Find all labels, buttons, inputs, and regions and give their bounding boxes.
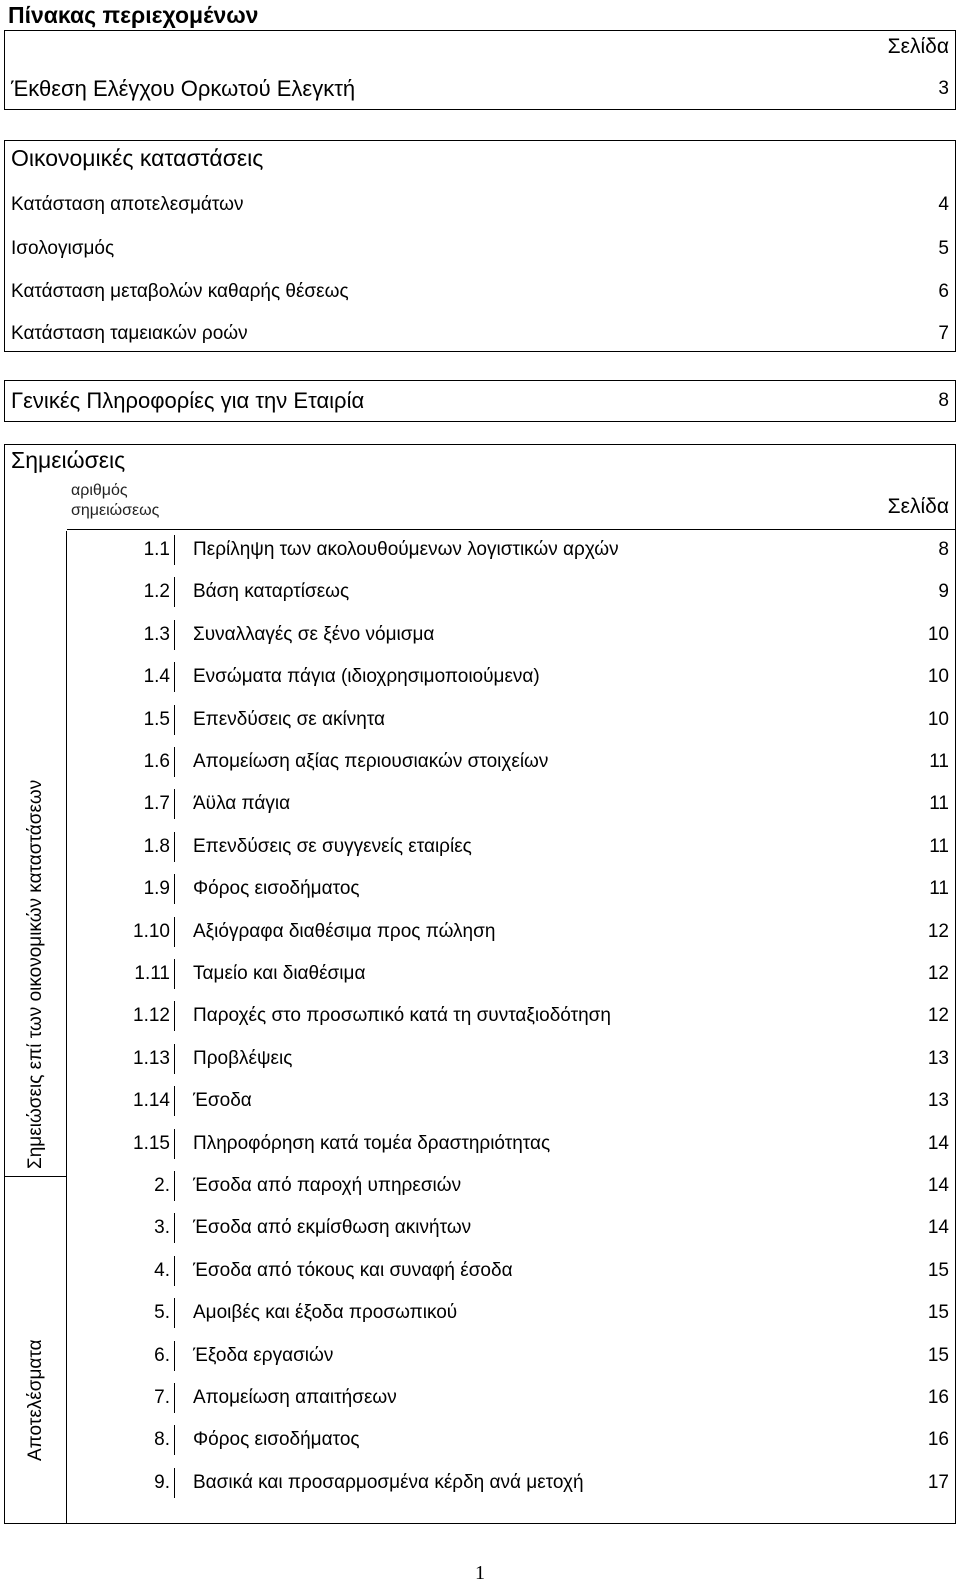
note-title: Φόρος εισοδήματος — [193, 1429, 360, 1451]
general-box[interactable] — [4, 380, 956, 422]
note-row[interactable] — [5, 1341, 955, 1371]
toc-row-label: Ισολογισμός — [11, 238, 115, 259]
page-title: Πίνακας περιεχομένων — [8, 2, 259, 28]
note-page: 14 — [927, 1175, 949, 1196]
note-number: 8. — [80, 1425, 175, 1455]
notes-box — [4, 444, 956, 1524]
note-page: 12 — [927, 963, 949, 984]
note-page: 12 — [927, 1005, 949, 1027]
note-row[interactable] — [5, 1086, 955, 1116]
note-page: 10 — [927, 708, 949, 730]
note-row[interactable] — [5, 1044, 955, 1074]
toc-row-label: Γενικές Πληροφορίες για την Εταιρία — [11, 388, 365, 413]
toc-row[interactable] — [5, 278, 955, 306]
note-title: Έσοδα από παροχή υπηρεσιών — [193, 1175, 462, 1196]
toc-row-page: 5 — [938, 238, 949, 259]
note-number: 9. — [80, 1468, 175, 1498]
note-page: 8 — [938, 539, 949, 560]
note-row[interactable] — [5, 1213, 955, 1243]
note-number: 1.4 — [80, 662, 175, 692]
note-row[interactable] — [5, 705, 955, 735]
note-page: 17 — [927, 1471, 949, 1493]
note-title: Αξιόγραφα διαθέσιμα προς πώληση — [193, 920, 496, 942]
note-page: 12 — [927, 920, 949, 942]
note-page: 15 — [927, 1302, 949, 1324]
note-row[interactable] — [5, 832, 955, 862]
note-number: 5. — [80, 1298, 175, 1328]
note-row[interactable] — [5, 1129, 955, 1159]
note-title: Πληροφόρηση κατά τομέα δραστηριότητας — [193, 1132, 551, 1154]
note-page: 13 — [927, 1090, 949, 1112]
note-title: Άϋλα πάγια — [193, 793, 291, 815]
note-title: Συναλλαγές σε ξένο νόμισμα — [193, 623, 435, 645]
toc-row-page: 3 — [938, 78, 949, 99]
note-number: 1.13 — [80, 1044, 175, 1074]
note-page: 10 — [927, 666, 949, 688]
note-page: 11 — [929, 878, 949, 900]
note-number: 1.9 — [80, 874, 175, 904]
note-title: Απομείωση απαιτήσεων — [193, 1387, 397, 1408]
note-page: 13 — [927, 1047, 949, 1069]
page-column-header: Σελίδα — [887, 495, 949, 518]
note-title: Βάση καταρτίσεως — [193, 581, 350, 603]
note-number: 3. — [80, 1213, 175, 1243]
note-number: 1.10 — [80, 917, 175, 947]
note-title: Περίληψη των ακολουθούμενων λογιστικών αρχών — [193, 539, 619, 560]
toc-row[interactable] — [5, 75, 955, 103]
statements-box — [4, 140, 956, 352]
toc-row-label: Κατάσταση αποτελεσμάτων — [11, 194, 244, 215]
note-title: Φόρος εισοδήματος — [193, 878, 360, 900]
note-page: 15 — [927, 1259, 949, 1281]
notes-group-2-label: Αποτελέσματα — [25, 1339, 46, 1461]
note-row[interactable] — [5, 959, 955, 989]
note-title: Έσοδα από εκμίσθωση ακινήτων — [193, 1217, 472, 1239]
note-title: Έξοδα εργασιών — [193, 1344, 334, 1366]
note-page: 16 — [927, 1387, 949, 1408]
note-title: Επενδύσεις σε συγγενείς εταιρίες — [193, 835, 472, 857]
note-page: 11 — [929, 751, 949, 772]
toc-row-page: 6 — [938, 281, 949, 302]
note-page: 10 — [927, 623, 949, 645]
toc-row[interactable] — [5, 387, 955, 415]
note-number: 1.3 — [80, 620, 175, 650]
note-number: 2. — [80, 1171, 175, 1201]
note-title: Προβλέψεις — [193, 1047, 293, 1069]
note-number-header: αριθμός σημειώσεως — [71, 482, 160, 519]
note-row[interactable] — [5, 1256, 955, 1286]
note-number: 6. — [80, 1341, 175, 1371]
note-number: 1.15 — [80, 1129, 175, 1159]
note-page: 11 — [929, 793, 949, 815]
note-number: 1.7 — [80, 789, 175, 819]
note-row[interactable] — [5, 1171, 955, 1201]
note-row[interactable] — [5, 1298, 955, 1328]
note-title: Βασικά και προσαρμοσμένα κέρδη ανά μετοχή — [193, 1471, 584, 1493]
note-number: 1.2 — [80, 577, 175, 607]
note-row[interactable] — [5, 917, 955, 947]
toc-row-page: 8 — [938, 390, 949, 411]
note-row[interactable] — [5, 789, 955, 819]
note-title: Απομείωση αξίας περιουσιακών στοιχείων — [193, 751, 549, 772]
toc-row[interactable] — [5, 320, 955, 348]
toc-row-label: Κατάσταση ταμειακών ροών — [11, 323, 248, 344]
note-title: Έσοδα — [193, 1090, 252, 1112]
toc-row[interactable] — [5, 235, 955, 263]
note-number: 1.11 — [80, 959, 175, 989]
toc-row-page: 7 — [938, 323, 949, 344]
note-title: Αμοιβές και έξοδα προσωπικού — [193, 1302, 458, 1324]
note-page: 14 — [927, 1217, 949, 1239]
toc-row-label: Κατάσταση μεταβολών καθαρής θέσεως — [11, 281, 349, 302]
note-number: 1.6 — [80, 747, 175, 777]
note-row[interactable] — [5, 1468, 955, 1498]
note-row[interactable] — [5, 577, 955, 607]
note-title: Επενδύσεις σε ακίνητα — [193, 708, 386, 730]
note-row[interactable] — [5, 620, 955, 650]
note-row[interactable] — [5, 747, 955, 777]
note-title: Ενσώματα πάγια (ιδιοχρησιμοποιούμενα) — [193, 666, 540, 688]
note-page: 14 — [927, 1132, 949, 1154]
page-number: 1 — [475, 1562, 485, 1584]
note-title: Παροχές στο προσωπικό κατά τη συνταξιοδότηση — [193, 1005, 611, 1027]
notes-group-1-label: Σημειώσεις επί των οικονομικών καταστάσεων — [25, 779, 46, 1169]
page-column-header: Σελίδα — [887, 35, 949, 58]
section-title: Οικονομικές καταστάσεις — [11, 145, 264, 171]
note-number: 4. — [80, 1256, 175, 1286]
note-number: 7. — [80, 1383, 175, 1413]
note-title: Έσοδα από τόκους και συναφή έσοδα — [193, 1259, 513, 1281]
intro-box — [4, 30, 956, 110]
note-title: Ταμείο και διαθέσιμα — [193, 963, 366, 984]
note-row[interactable] — [5, 1383, 955, 1413]
note-row[interactable] — [5, 535, 955, 565]
note-number: 1.12 — [80, 1001, 175, 1031]
header-divider — [67, 529, 955, 530]
note-number: 1.14 — [80, 1086, 175, 1116]
note-page: 15 — [927, 1344, 949, 1366]
note-row[interactable] — [5, 874, 955, 904]
toc-row-page: 4 — [938, 194, 949, 215]
note-page: 11 — [929, 835, 949, 857]
section-title: Σημειώσεις — [11, 447, 126, 473]
note-row[interactable] — [5, 1425, 955, 1455]
toc-row-label: Έκθεση Ελέγχου Ορκωτού Ελεγκτή — [11, 76, 356, 101]
note-number: 1.1 — [80, 535, 175, 565]
note-row[interactable] — [5, 662, 955, 692]
note-page: 9 — [938, 581, 949, 603]
toc-row[interactable] — [5, 191, 955, 219]
note-row[interactable] — [5, 1001, 955, 1031]
note-number: 1.5 — [80, 705, 175, 735]
note-page: 16 — [927, 1429, 949, 1451]
note-number: 1.8 — [80, 832, 175, 862]
